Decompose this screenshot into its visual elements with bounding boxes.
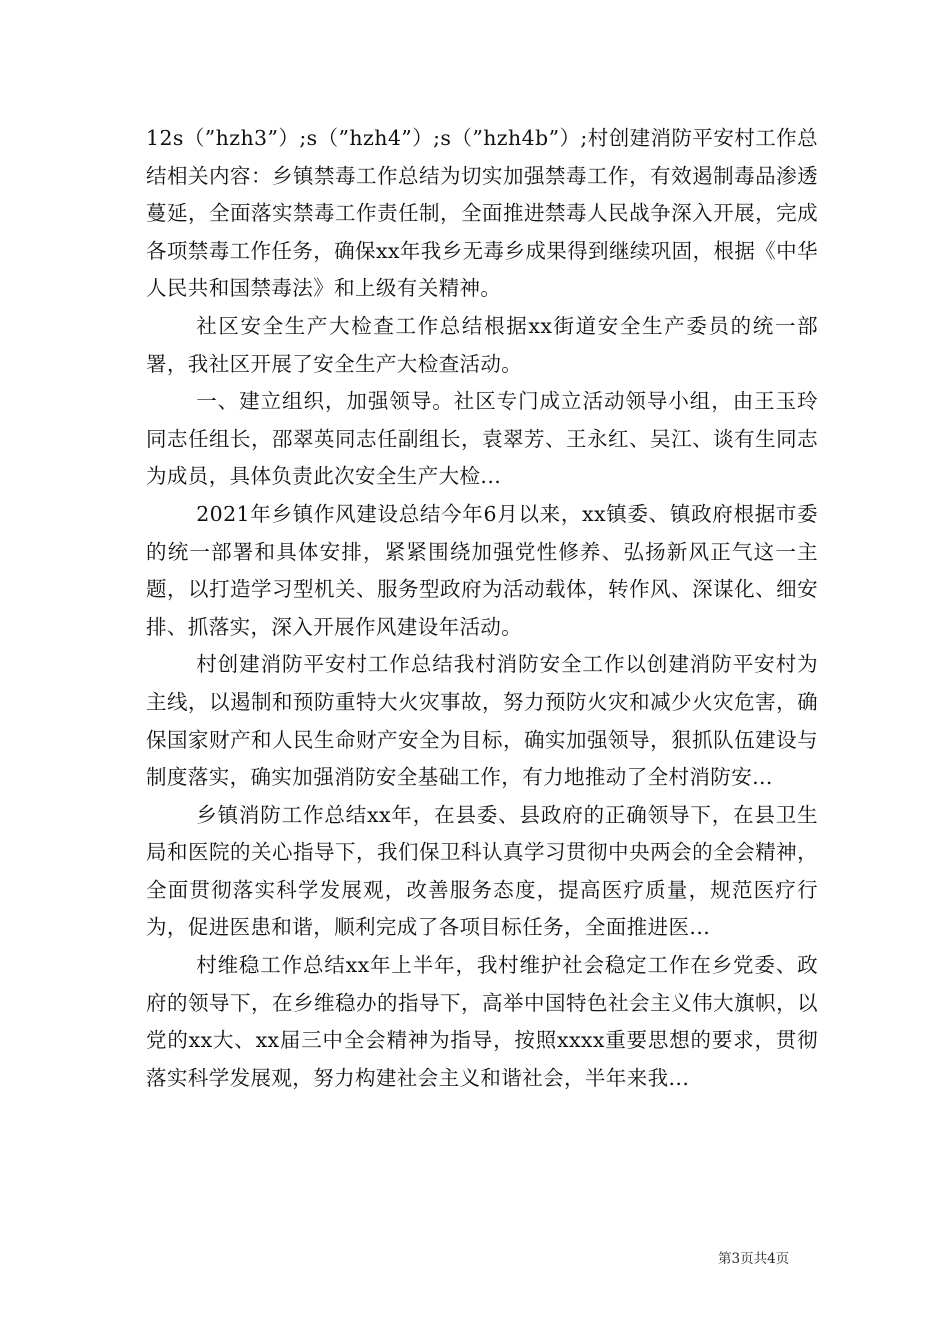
paragraph-7: 村维稳工作总结xx年上半年，我村维护社会稳定工作在乡党委、政府的领导下，在乡维稳办的指导下，高举中国特色社会主义伟大旗帜，以党的xx大、xx届三中全会精神为指导，按照xxxx重要思想的要求，贯彻落实科学发展观，努力构建社会主义和谐社会，半年来我...: [146, 953, 818, 1090]
page-number-footer: 第3页共4页: [718, 1251, 790, 1267]
paragraph-3: 一、建立组织，加强领导。社区专门成立活动领导小组，由王玉玲同志任组长，邵翠英同志任副组长，袁翠芳、王永红、吴江、谈有生同志为成员，具体负责此次安全生产大检...: [146, 389, 818, 489]
paragraph-5: 村创建消防平安村工作总结我村消防安全工作以创建消防平安村为主线，以遏制和预防重特大火灾事故，努力预防火灾和减少火灾危害，确保国家财产和人民生命财产安全为目标，确实加强领导，狠抓队伍建设与制度落实，确实加强消防安全基础工作，有力地推动了全村消防安...: [146, 652, 818, 790]
paragraph-6: 乡镇消防工作总结xx年，在县委、县政府的正确领导下，在县卫生局和医院的关心指导下，我们保卫科认真学习贯彻中央两会的全会精神，全面贯彻落实科学发展观，改善服务态度，提高医疗质量，规范医疗行为，促进医患和谐，顺利完成了各项目标任务，全面推进医...: [146, 802, 818, 940]
paragraph-2: 社区安全生产大检查工作总结根据xx街道安全生产委员的统一部署，我社区开展了安全生产大检查活动。: [146, 313, 818, 376]
document-body: [146, 120, 818, 1097]
paragraph-4: 2021年乡镇作风建设总结今年6月以来，xx镇委、镇政府根据市委的统一部署和具体安排，紧紧围绕加强党性修养、弘扬新风正气这一主题，以打造学习型机关、服务型政府为活动载体，转作风、深谋化、细安排、抓落实，深入开展作风建设年活动。: [146, 501, 818, 639]
paragraph-1: 12s（”hzh3”）;s（”hzh4”）;s（”hzh4b”）;村创建消防平安村工作总结相关内容：乡镇禁毒工作总结为切实加强禁毒工作，有效遏制毒品渗透蔓延，全面落实禁毒工作责任制，全面推进禁毒人民战争深入开展，完成各项禁毒工作任务，确保xx年我乡无毒乡成果得到继续巩固，根据《中华人民共和国禁毒法》和上级有关精神。: [146, 126, 818, 301]
